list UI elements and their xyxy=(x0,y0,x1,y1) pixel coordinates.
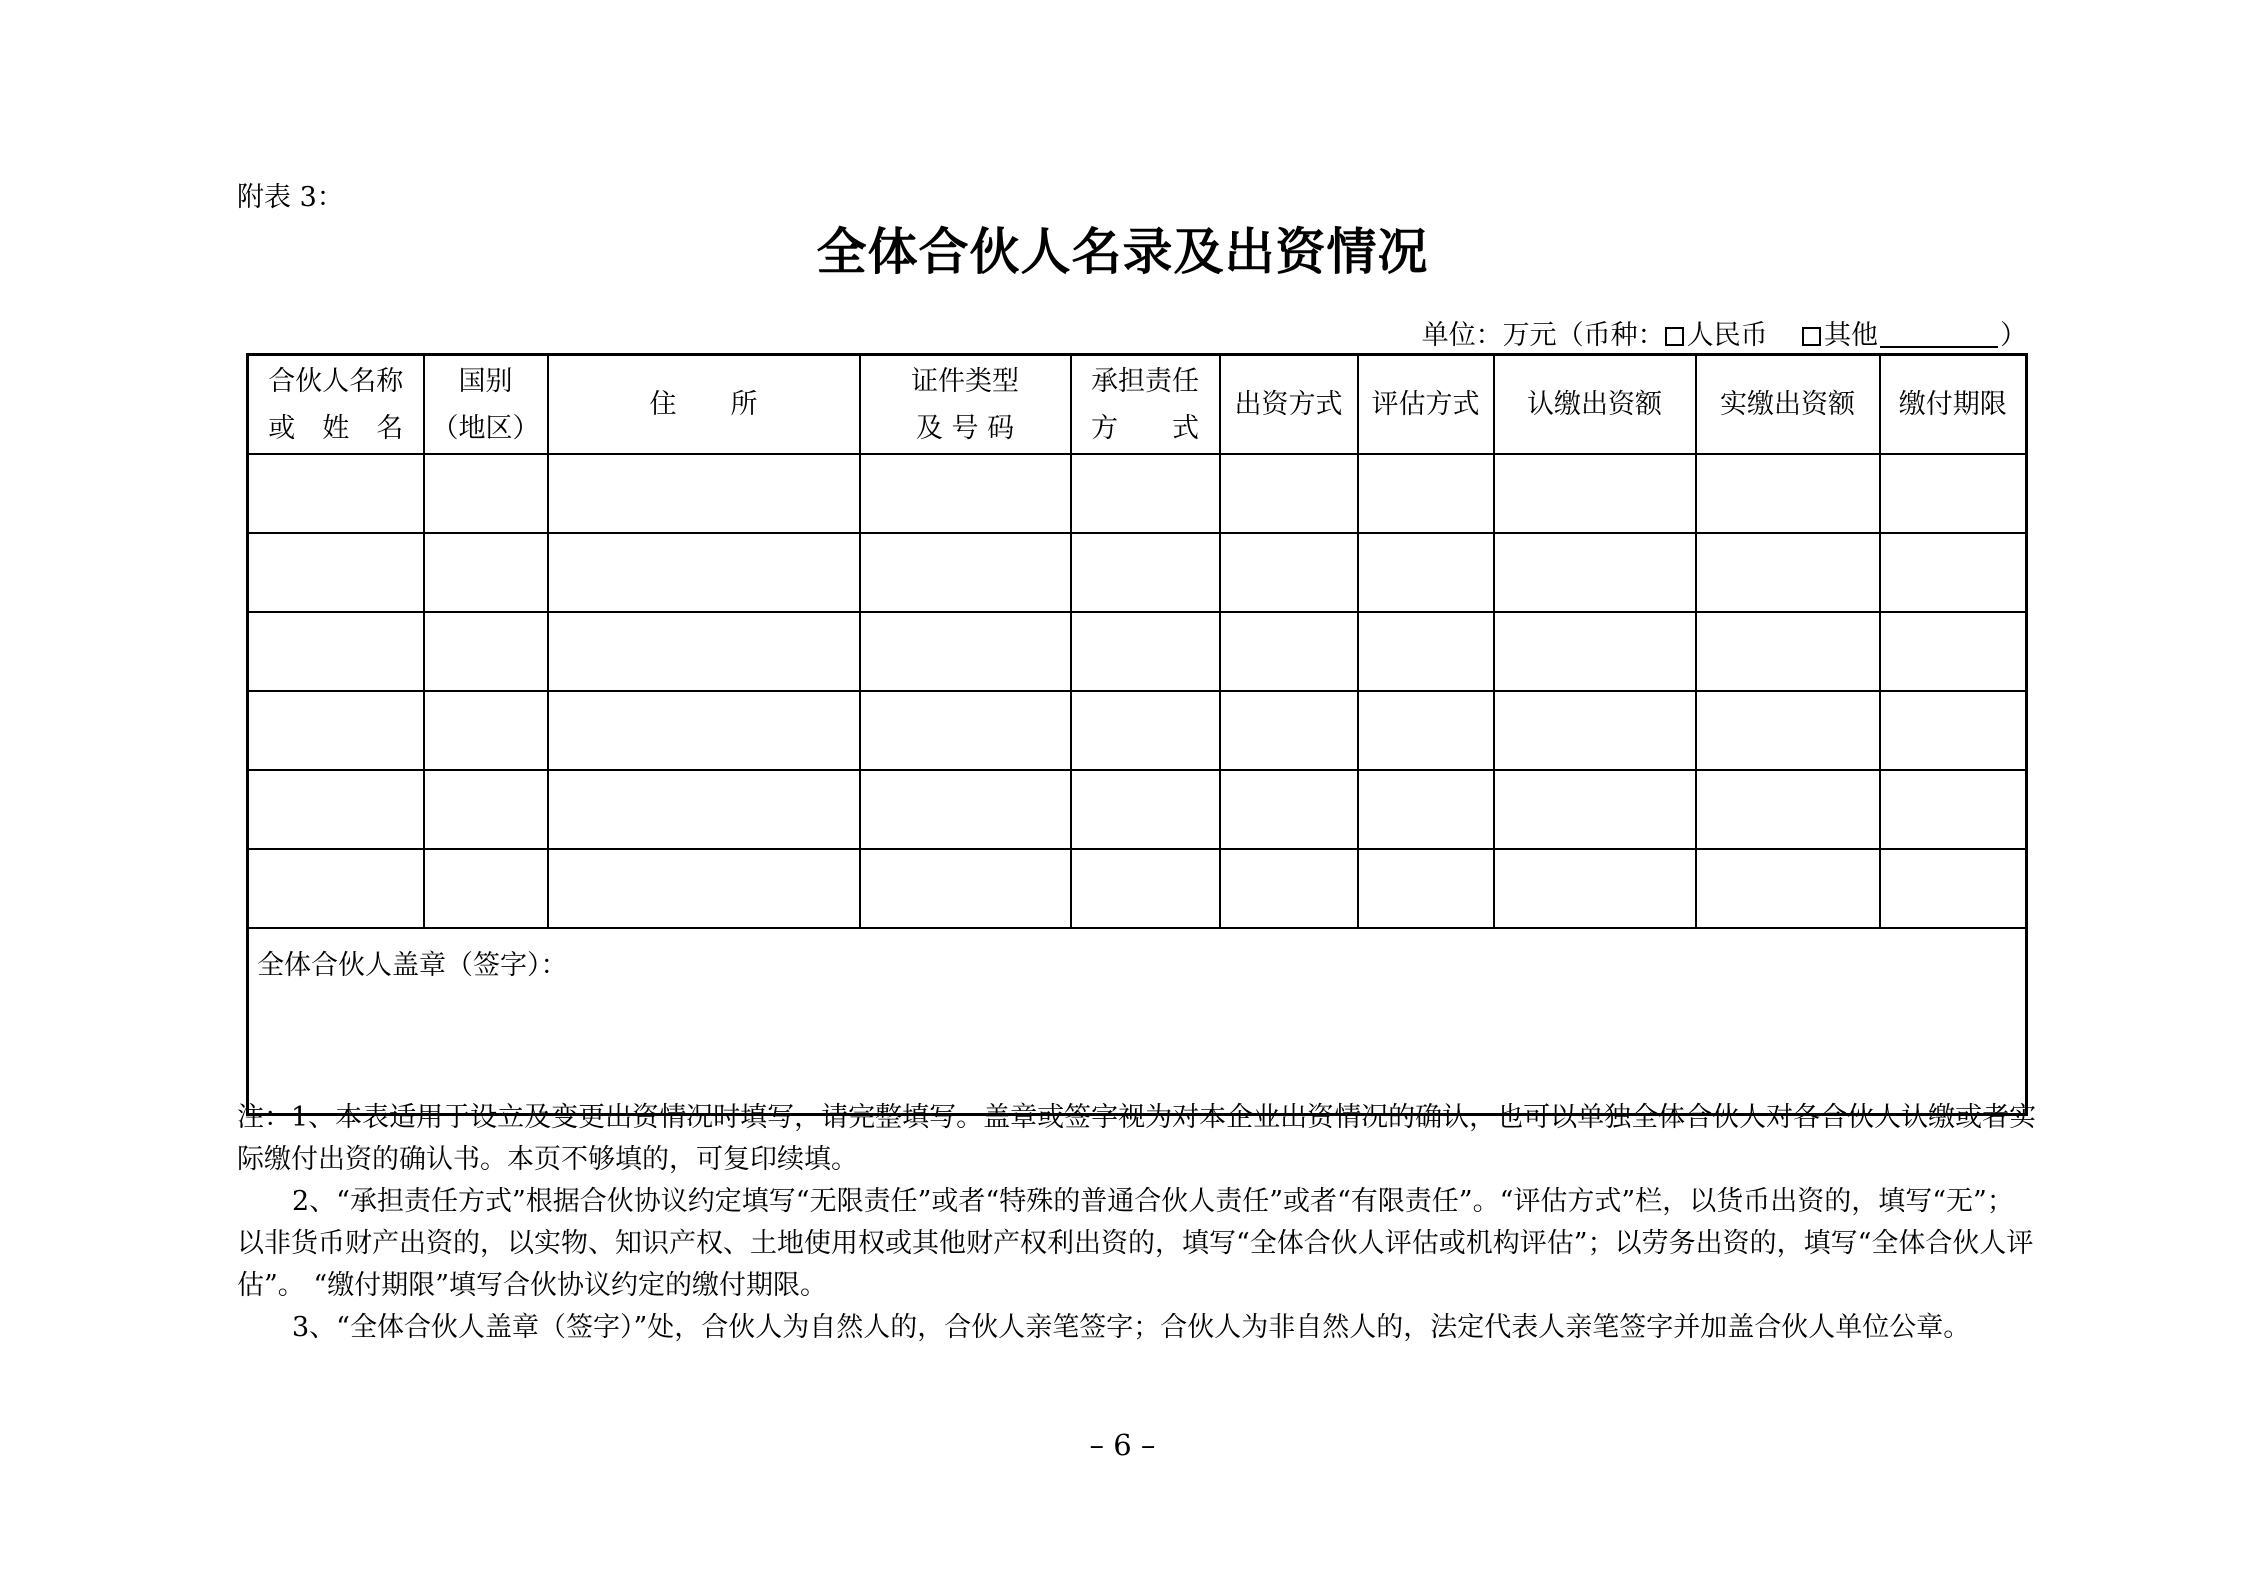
table-cell[interactable] xyxy=(248,849,424,928)
header-nationality: 国别 （地区） xyxy=(424,355,548,455)
table-row xyxy=(248,691,2027,770)
note-3: 3、“全体合伙人盖章（签字）”处，合伙人为自然人的，合伙人亲笔签字；合伙人为非自然人的，法定代表人亲笔签字并加盖合伙人单位公章。 xyxy=(292,1312,1971,1343)
table-cell[interactable] xyxy=(1696,770,1880,849)
seal-signature-field[interactable] xyxy=(248,928,2027,1115)
header-row xyxy=(248,355,2027,455)
notes-section xyxy=(237,1097,2037,1349)
table-cell[interactable] xyxy=(1220,849,1358,928)
unit-prefix: 单位：万元（币种： xyxy=(1421,320,1665,351)
header-paid-amount: 实缴出资额 xyxy=(1696,355,1880,455)
table-cell[interactable] xyxy=(1220,454,1358,533)
table-row xyxy=(248,533,2027,612)
table-cell[interactable] xyxy=(424,770,548,849)
table-cell[interactable] xyxy=(1220,612,1358,691)
table-cell[interactable] xyxy=(548,849,860,928)
table-cell[interactable] xyxy=(1494,849,1696,928)
table-cell[interactable] xyxy=(1494,612,1696,691)
header-subscribed-amount: 认缴出资额 xyxy=(1494,355,1696,455)
seal-label: 全体合伙人盖章（签字）： xyxy=(257,950,568,981)
table-cell[interactable] xyxy=(248,454,424,533)
table-cell[interactable] xyxy=(1071,770,1220,849)
table-cell[interactable] xyxy=(860,612,1071,691)
table-cell[interactable] xyxy=(424,533,548,612)
table-cell[interactable] xyxy=(424,849,548,928)
table-cell[interactable] xyxy=(1071,454,1220,533)
table-cell[interactable] xyxy=(1880,612,2027,691)
table-cell[interactable] xyxy=(1494,533,1696,612)
table-cell[interactable] xyxy=(1358,454,1494,533)
unit-suffix: ） xyxy=(2000,320,2027,351)
table-cell[interactable] xyxy=(860,533,1071,612)
other-currency-checkbox[interactable] xyxy=(1802,327,1821,346)
table-cell[interactable] xyxy=(424,612,548,691)
note-2: 2、“承担责任方式”根据合伙协议约定填写“无限责任”或者“特殊的普通合伙人责任”或者“有限责任”。“评估方式”栏，以货币出资的，填写“无”；以非货币财产出资的，以实物、知识产权、土地使用权或其他财产权利出资的，填写“全体合伙人评估或机构评估”；以劳务出资的，填写“全体合伙人评估”。 “缴付期限”填写合伙协议约定的缴付期限。 xyxy=(237,1186,2034,1301)
table-cell[interactable] xyxy=(248,691,424,770)
table-row xyxy=(248,770,2027,849)
table-cell[interactable] xyxy=(860,849,1071,928)
table-cell[interactable] xyxy=(860,691,1071,770)
page-number: – 6 – xyxy=(1089,1428,1156,1462)
table-cell[interactable] xyxy=(424,691,548,770)
table-cell[interactable] xyxy=(1880,770,2027,849)
rmb-checkbox[interactable] xyxy=(1665,327,1684,346)
table-row xyxy=(248,454,2027,533)
table-cell[interactable] xyxy=(1071,612,1220,691)
other-option-label: 其他 xyxy=(1824,320,1878,351)
table-cell[interactable] xyxy=(1358,533,1494,612)
table-cell[interactable] xyxy=(860,454,1071,533)
table-cell[interactable] xyxy=(1880,691,2027,770)
note-1: 注：1、本表适用于设立及变更出资情况时填写，请完整填写。盖章或签字视为对本企业出资情况的确认，也可以单独全体合伙人对各合伙人认缴或者实际缴付出资的确认书。本页不够填的，可复印续填。 xyxy=(237,1102,2037,1175)
table-row xyxy=(248,849,2027,928)
table-cell[interactable] xyxy=(1494,691,1696,770)
table-cell[interactable] xyxy=(548,533,860,612)
table-cell[interactable] xyxy=(248,770,424,849)
table-cell[interactable] xyxy=(548,612,860,691)
table-cell[interactable] xyxy=(1358,849,1494,928)
header-liability-type: 承担责任 方 式 xyxy=(1071,355,1220,455)
table-cell[interactable] xyxy=(1220,770,1358,849)
rmb-option-label: 人民币 xyxy=(1686,320,1768,351)
table-cell[interactable] xyxy=(1358,770,1494,849)
table-cell[interactable] xyxy=(1696,533,1880,612)
table-cell[interactable] xyxy=(1494,454,1696,533)
table-cell[interactable] xyxy=(1220,691,1358,770)
table-cell[interactable] xyxy=(1696,612,1880,691)
table-row xyxy=(248,612,2027,691)
header-partner-name: 合伙人名称 或 姓 名 xyxy=(248,355,424,455)
table-cell[interactable] xyxy=(860,770,1071,849)
table-cell[interactable] xyxy=(1880,533,2027,612)
table-cell[interactable] xyxy=(1494,770,1696,849)
table-cell[interactable] xyxy=(248,612,424,691)
table-cell[interactable] xyxy=(1220,533,1358,612)
seal-row xyxy=(248,928,2027,1115)
header-valuation-method: 评估方式 xyxy=(1358,355,1494,455)
table-cell[interactable] xyxy=(1071,691,1220,770)
unit-line xyxy=(1422,313,2027,352)
table-cell[interactable] xyxy=(1880,454,2027,533)
table-cell[interactable] xyxy=(1358,612,1494,691)
header-contribution-method: 出资方式 xyxy=(1220,355,1358,455)
table-cell[interactable] xyxy=(1358,691,1494,770)
table-cell[interactable] xyxy=(548,691,860,770)
page-title: 全体合伙人名录及出资情况 xyxy=(816,222,1429,281)
table-cell[interactable] xyxy=(1696,691,1880,770)
partner-table xyxy=(246,353,2028,1116)
table-cell[interactable] xyxy=(248,533,424,612)
table-cell[interactable] xyxy=(424,454,548,533)
table-cell[interactable] xyxy=(1696,849,1880,928)
table-cell[interactable] xyxy=(1696,454,1880,533)
appendix-label: 附表 3： xyxy=(237,182,344,213)
header-residence: 住 所 xyxy=(548,355,860,455)
header-id-type-number: 证件类型 及 号 码 xyxy=(860,355,1071,455)
table-cell[interactable] xyxy=(548,770,860,849)
table-cell[interactable] xyxy=(1071,849,1220,928)
other-currency-blank[interactable] xyxy=(1880,322,1998,348)
table-cell[interactable] xyxy=(548,454,860,533)
header-payment-deadline: 缴付期限 xyxy=(1880,355,2027,455)
table-cell[interactable] xyxy=(1071,533,1220,612)
table-cell[interactable] xyxy=(1880,849,2027,928)
